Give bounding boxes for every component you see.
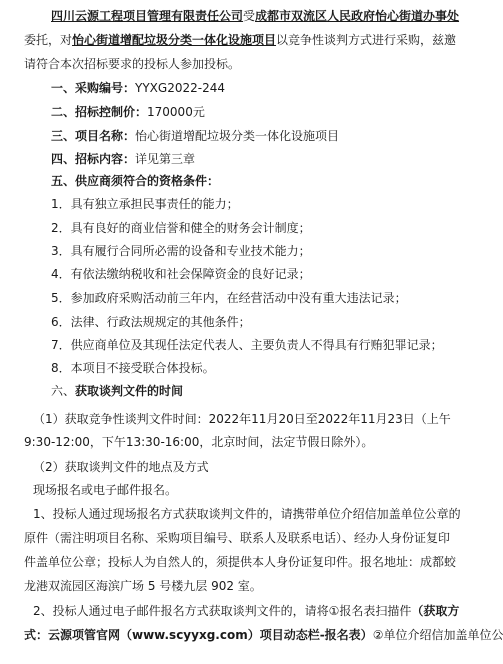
section-control-price	[51, 104, 205, 120]
paragraph-line: 1、投标人通过现场报名方式获取谈判文件的，请携带单位介绍信加盖单位公章的	[33, 507, 461, 521]
paragraph-line	[33, 603, 459, 619]
project-name: 怡心街道增配垃圾分类一体化设施项目	[72, 33, 277, 47]
intro-text-2: 委托，对	[24, 33, 73, 47]
qualification-heading: 五、供应商须符合的资格条件：	[51, 174, 220, 188]
section-bid-content	[51, 151, 195, 167]
buyer-name: 成都市双流区人民政府怡心街道办事处	[255, 9, 460, 23]
intro-line-3	[24, 56, 240, 72]
intro-line-2	[24, 32, 456, 48]
qualification-item: 3．具有履行合同所必需的设备和专业技术能力；	[51, 244, 311, 258]
email-registration-text: 2、投标人通过电子邮件报名方式获取谈判文件的，请将①报名表扫描件	[33, 604, 412, 618]
qualification-item: 4．有依法缴纳税收和社会保障资金的良好记录；	[51, 267, 311, 281]
section-document-time	[51, 383, 183, 399]
qualification-item: 5．参加政府采购活动前三年内，在经营活动中没有重大违法记录；	[51, 291, 407, 305]
qualification-item: 6．法律、行政法规规定的其他条件；	[51, 315, 251, 329]
control-price-value: 170000元	[147, 105, 205, 119]
section-6-prefix: 六、	[51, 384, 76, 398]
control-price-label: 二、招标控制价：	[51, 105, 148, 119]
intro-text-3: 以竞争性谈判方式进行采购，兹邀	[276, 33, 457, 47]
bid-content-value: 详见第三章	[135, 152, 196, 166]
paragraph-line: 原件（需注明项目名称、采购项目编号、联系人及联系电话）、经办人身份证复印	[24, 531, 451, 545]
intro-text-1: 受	[243, 9, 256, 23]
paragraph-line: 9:30-12:00，下午13:30-16:00，北京时间，法定节假日除外）。	[24, 435, 374, 449]
qualification-item: 8．本项目不接受联合体投标。	[51, 361, 215, 375]
agency-name: 四川云源工程项目管理有限责任公司	[51, 9, 244, 23]
qualification-item: 2．具有良好的商业信誉和健全的财务会计制度；	[51, 221, 311, 235]
project-name-label: 三、项目名称：	[51, 129, 136, 143]
bid-content-label: 四、招标内容：	[51, 152, 136, 166]
registration-source-bold: 式：云源项管官网（www.scyyxg.com）项目动态栏-报名表）	[24, 628, 373, 642]
paragraph-line: 件盖单位公章；投标人为自然人的，须提供本人身份证复印件。报名地址：成都蛟	[24, 555, 457, 569]
section-procurement-number	[51, 80, 225, 96]
intro-line-1	[51, 8, 459, 24]
paragraph-line: （2）获取谈判文件的地点及方式	[33, 460, 209, 474]
paragraph-line: 现场报名或电子邮件报名。	[33, 483, 178, 497]
qualification-item: 7．供应商单位及其现任法定代表人、主要负责人不得具有行贿犯罪记录；	[51, 338, 443, 352]
qualification-item: 1．具有独立承担民事责任的能力；	[51, 197, 239, 211]
project-name-value: 怡心街道增配垃圾分类一体化设施项目	[135, 129, 340, 143]
email-registration-bold: （获取方	[411, 604, 460, 618]
intro-text-4: 请符合本次招标要求的投标人参加投标。	[24, 57, 241, 71]
paragraph-line: 龙港双流园区海滨广场 5 号楼九层 902 室。	[24, 579, 262, 593]
registration-requirement-text: ②单位介绍信加盖单位公	[372, 628, 503, 642]
section-project-name	[51, 128, 339, 144]
document-time-heading: 获取谈判文件的时间	[75, 384, 184, 398]
paragraph-line: （1）获取竞争性谈判文件时间：2022年11月20日至2022年11月23日（上午	[33, 412, 451, 426]
procurement-number-label: 一、采购编号：	[51, 81, 136, 95]
procurement-number-value: YYXG2022-244	[135, 81, 225, 95]
paragraph-line	[24, 627, 503, 643]
